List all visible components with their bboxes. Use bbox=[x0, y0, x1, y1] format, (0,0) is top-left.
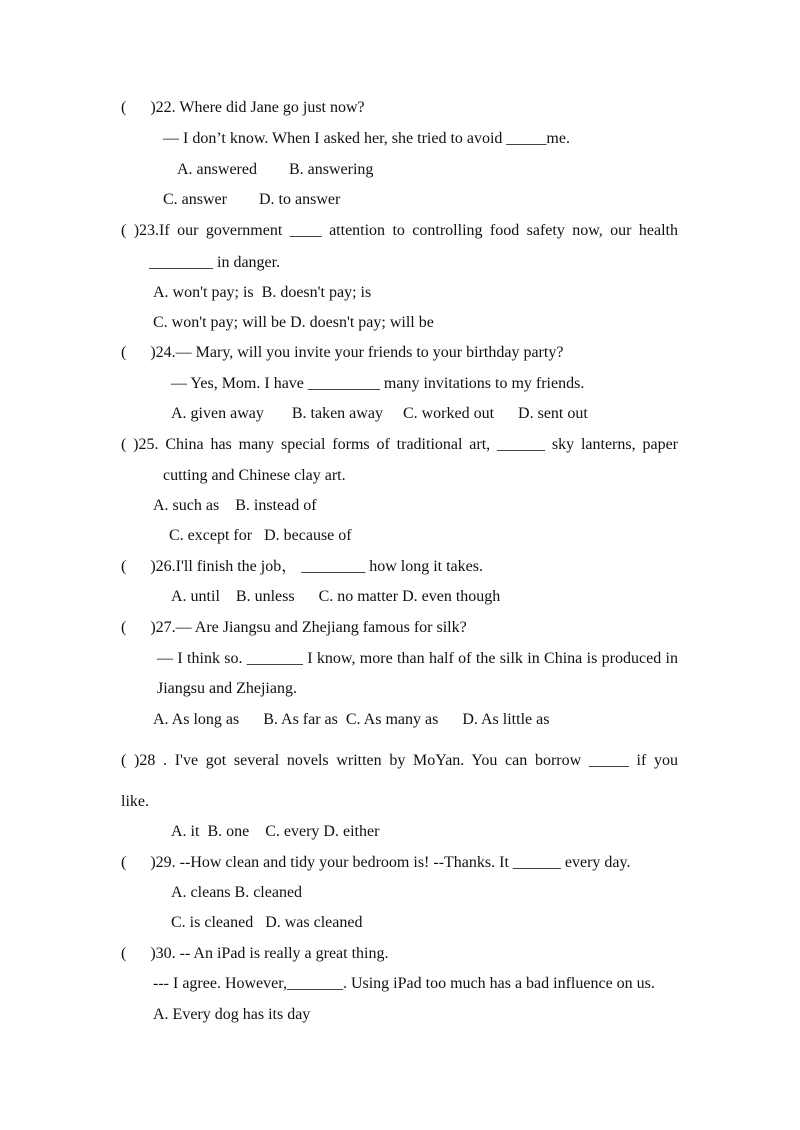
question-30-option-a: A. Every dog has its day bbox=[153, 1006, 311, 1023]
question-25-stem-cont: cutting and Chinese clay art. bbox=[163, 467, 346, 484]
question-27-options: A. As long as B. As far as C. As many as D. As little as bbox=[153, 711, 550, 728]
question-24-dialogue: — Yes, Mom. I have _________ many invitations to my friends. bbox=[171, 375, 585, 392]
question-28-stem: ( )28 . I've got several novels written by MoYan. You can borrow _____ if you bbox=[121, 752, 678, 769]
question-25-options-ab: A. such as B. instead of bbox=[153, 497, 317, 514]
question-26-stem: ( )26.I'll finish the job， ________ how long it takes. bbox=[121, 558, 483, 575]
question-23-stem-cont: ________ in danger. bbox=[149, 254, 281, 271]
question-27-stem: ( )27.— Are Jiangsu and Zhejiang famous for silk? bbox=[121, 619, 467, 636]
question-23-stem: ( )23.If our government ____ attention to controlling food safety now, our health bbox=[121, 222, 678, 239]
question-23-options-cd: C. won't pay; will be D. doesn't pay; will be bbox=[153, 314, 434, 331]
question-28-options: A. it B. one C. every D. either bbox=[171, 823, 380, 840]
question-29-options-ab: A. cleans B. cleaned bbox=[171, 884, 303, 901]
question-29-options-cd: C. is cleaned D. was cleaned bbox=[171, 914, 363, 931]
question-22-dialogue: — I don’t know. When I asked her, she tried to avoid _____me. bbox=[163, 130, 570, 147]
question-23-options-ab: A. won't pay; is B. doesn't pay; is bbox=[153, 284, 372, 301]
question-25-options-cd: C. except for D. because of bbox=[169, 527, 352, 544]
question-26-options: A. until B. unless C. no matter D. even though bbox=[171, 588, 501, 605]
question-27-dialogue: — I think so. _______ I know, more than half of the silk in China is produced in bbox=[157, 650, 678, 667]
question-30-dialogue: --- I agree. However,_______. Using iPad too much has a bad influence on us. bbox=[153, 975, 655, 992]
question-24-options: A. given away B. taken away C. worked out D. sent out bbox=[171, 405, 588, 422]
question-25-stem: ( )25. China has many special forms of traditional art, ______ sky lanterns, paper bbox=[121, 436, 678, 453]
question-24-stem: ( )24.— Mary, will you invite your friends to your birthday party? bbox=[121, 344, 564, 361]
question-29-stem: ( )29. --How clean and tidy your bedroom is! --Thanks. It ______ every day. bbox=[121, 854, 631, 871]
question-30-stem: ( )30. -- An iPad is really a great thing. bbox=[121, 945, 389, 962]
question-27-dialogue-cont: Jiangsu and Zhejiang. bbox=[157, 680, 297, 697]
question-22-options-ab: A. answered B. answering bbox=[177, 161, 374, 178]
question-22-stem: ( )22. Where did Jane go just now? bbox=[121, 99, 365, 116]
question-28-stem-cont: like. bbox=[121, 793, 149, 810]
question-22-options-cd: C. answer D. to answer bbox=[163, 191, 341, 208]
